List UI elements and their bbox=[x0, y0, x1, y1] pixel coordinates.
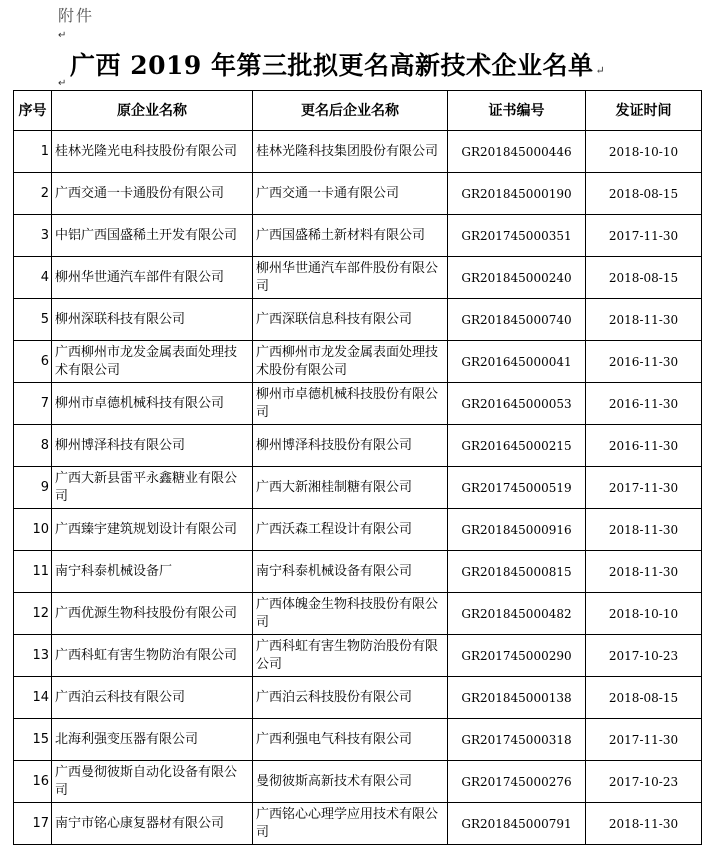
cell-cert-no: GR201845000240 bbox=[448, 257, 586, 299]
cell-issue-date: 2018-11-30 bbox=[586, 509, 702, 551]
cell-new-name: 桂林光隆科技集团股份有限公司 bbox=[253, 131, 448, 173]
cell-old-name: 广西交通一卡通股份有限公司 bbox=[52, 173, 253, 215]
cell-no: 4 bbox=[14, 257, 52, 299]
cell-no: 17 bbox=[14, 803, 52, 845]
cell-cert-no: GR201745000290 bbox=[448, 635, 586, 677]
cell-new-name: 广西交通一卡通有限公司 bbox=[253, 173, 448, 215]
cell-issue-date: 2016-11-30 bbox=[586, 425, 702, 467]
cell-no: 3 bbox=[14, 215, 52, 257]
table-row bbox=[14, 635, 702, 677]
table-row bbox=[14, 215, 702, 257]
table-row bbox=[14, 131, 702, 173]
attachment-label: 附件 bbox=[58, 6, 95, 25]
cell-no: 9 bbox=[14, 467, 52, 509]
cell-no: 13 bbox=[14, 635, 52, 677]
cell-cert-no: GR201845000138 bbox=[448, 677, 586, 719]
cell-cert-no: GR201745000276 bbox=[448, 761, 586, 803]
cell-old-name: 北海利强变压器有限公司 bbox=[52, 719, 253, 761]
column-header-issue-date: 发证时间 bbox=[586, 91, 702, 131]
cell-cert-no: GR201845000482 bbox=[448, 593, 586, 635]
table-row bbox=[14, 761, 702, 803]
cell-no: 15 bbox=[14, 719, 52, 761]
cell-old-name: 柳州市卓德机械科技有限公司 bbox=[52, 383, 253, 425]
cell-issue-date: 2017-10-23 bbox=[586, 761, 702, 803]
cell-cert-no: GR201845000791 bbox=[448, 803, 586, 845]
cell-issue-date: 2017-11-30 bbox=[586, 719, 702, 761]
cell-cert-no: GR201845000190 bbox=[448, 173, 586, 215]
cell-no: 14 bbox=[14, 677, 52, 719]
cell-issue-date: 2018-08-15 bbox=[586, 173, 702, 215]
cell-old-name: 广西科虹有害生物防治有限公司 bbox=[52, 635, 253, 677]
table-row bbox=[14, 425, 702, 467]
cell-new-name: 曼彻彼斯高新技术有限公司 bbox=[253, 761, 448, 803]
cell-old-name: 广西泊云科技有限公司 bbox=[52, 677, 253, 719]
table-row bbox=[14, 467, 702, 509]
cell-no: 8 bbox=[14, 425, 52, 467]
cell-new-name: 广西泊云科技股份有限公司 bbox=[253, 677, 448, 719]
cell-no: 7 bbox=[14, 383, 52, 425]
cell-old-name: 广西柳州市龙发金属表面处理技术有限公司 bbox=[52, 341, 253, 383]
page-title bbox=[70, 46, 605, 82]
table-row bbox=[14, 173, 702, 215]
column-header-cert-no: 证书编号 bbox=[448, 91, 586, 131]
cell-issue-date: 2016-11-30 bbox=[586, 341, 702, 383]
cell-issue-date: 2017-11-30 bbox=[586, 215, 702, 257]
cell-no: 6 bbox=[14, 341, 52, 383]
cell-issue-date: 2018-11-30 bbox=[586, 299, 702, 341]
cell-no: 12 bbox=[14, 593, 52, 635]
cell-cert-no: GR201845000815 bbox=[448, 551, 586, 593]
cell-no: 1 bbox=[14, 131, 52, 173]
column-header-old-name: 原企业名称 bbox=[52, 91, 253, 131]
cell-new-name: 广西沃森工程设计有限公司 bbox=[253, 509, 448, 551]
table-row bbox=[14, 383, 702, 425]
cell-new-name: 广西国盛稀土新材料有限公司 bbox=[253, 215, 448, 257]
column-header-new-name: 更名后企业名称 bbox=[253, 91, 448, 131]
cell-cert-no: GR201745000519 bbox=[448, 467, 586, 509]
cell-new-name: 广西铭心心理学应用技术有限公司 bbox=[253, 803, 448, 845]
cell-new-name: 广西柳州市龙发金属表面处理技术股份有限公司 bbox=[253, 341, 448, 383]
table-body bbox=[14, 131, 702, 845]
cell-new-name: 柳州华世通汽车部件股份有限公司 bbox=[253, 257, 448, 299]
cell-old-name: 南宁科泰机械设备厂 bbox=[52, 551, 253, 593]
cell-cert-no: GR201645000041 bbox=[448, 341, 586, 383]
cell-new-name: 广西利强电气科技有限公司 bbox=[253, 719, 448, 761]
cell-cert-no: GR201845000740 bbox=[448, 299, 586, 341]
cell-new-name: 广西科虹有害生物防治股份有限公司 bbox=[253, 635, 448, 677]
cell-no: 2 bbox=[14, 173, 52, 215]
cell-no: 11 bbox=[14, 551, 52, 593]
paragraph-mark: ↵ bbox=[58, 78, 67, 89]
table-row bbox=[14, 719, 702, 761]
table-row bbox=[14, 299, 702, 341]
cell-issue-date: 2018-08-15 bbox=[586, 677, 702, 719]
cell-old-name: 柳州深联科技有限公司 bbox=[52, 299, 253, 341]
cell-no: 16 bbox=[14, 761, 52, 803]
table-header-row bbox=[14, 91, 702, 131]
cell-issue-date: 2016-11-30 bbox=[586, 383, 702, 425]
column-header-no: 序号 bbox=[14, 91, 52, 131]
cell-old-name: 柳州华世通汽车部件有限公司 bbox=[52, 257, 253, 299]
company-rename-table bbox=[13, 90, 702, 845]
cell-new-name: 柳州博泽科技股份有限公司 bbox=[253, 425, 448, 467]
cell-cert-no: GR201845000446 bbox=[448, 131, 586, 173]
cell-old-name: 南宁市铭心康复器材有限公司 bbox=[52, 803, 253, 845]
cell-issue-date: 2017-10-23 bbox=[586, 635, 702, 677]
cell-old-name: 广西曼彻彼斯自动化设备有限公司 bbox=[52, 761, 253, 803]
cell-issue-date: 2018-10-10 bbox=[586, 131, 702, 173]
table-row bbox=[14, 551, 702, 593]
cell-new-name: 广西大新湘桂制糖有限公司 bbox=[253, 467, 448, 509]
cell-new-name: 南宁科泰机械设备有限公司 bbox=[253, 551, 448, 593]
cell-old-name: 广西优源生物科技股份有限公司 bbox=[52, 593, 253, 635]
cell-cert-no: GR201745000351 bbox=[448, 215, 586, 257]
cell-cert-no: GR201645000215 bbox=[448, 425, 586, 467]
cell-old-name: 广西大新县雷平永鑫糖业有限公司 bbox=[52, 467, 253, 509]
table-row bbox=[14, 677, 702, 719]
cell-issue-date: 2018-11-30 bbox=[586, 803, 702, 845]
table-row bbox=[14, 593, 702, 635]
cell-new-name: 广西体魄金生物科技股份有限公司 bbox=[253, 593, 448, 635]
cell-no: 5 bbox=[14, 299, 52, 341]
cell-issue-date: 2018-08-15 bbox=[586, 257, 702, 299]
cell-cert-no: GR201745000318 bbox=[448, 719, 586, 761]
cell-old-name: 广西臻宇建筑规划设计有限公司 bbox=[52, 509, 253, 551]
cell-issue-date: 2017-11-30 bbox=[586, 467, 702, 509]
cell-issue-date: 2018-11-30 bbox=[586, 551, 702, 593]
cell-new-name: 广西深联信息科技有限公司 bbox=[253, 299, 448, 341]
cell-issue-date: 2018-10-10 bbox=[586, 593, 702, 635]
cell-no: 10 bbox=[14, 509, 52, 551]
cell-new-name: 柳州市卓德机械科技股份有限公司 bbox=[253, 383, 448, 425]
paragraph-mark: ↵ bbox=[595, 64, 606, 77]
cell-old-name: 中铝广西国盛稀土开发有限公司 bbox=[52, 215, 253, 257]
table-row bbox=[14, 803, 702, 845]
title-text: 广西 2019 年第三批拟更名高新技术企业名单 bbox=[70, 51, 594, 80]
table-row bbox=[14, 509, 702, 551]
cell-old-name: 桂林光隆光电科技股份有限公司 bbox=[52, 131, 253, 173]
table-row bbox=[14, 341, 702, 383]
cell-old-name: 柳州博泽科技有限公司 bbox=[52, 425, 253, 467]
table-row bbox=[14, 257, 702, 299]
cell-cert-no: GR201645000053 bbox=[448, 383, 586, 425]
paragraph-mark: ↵ bbox=[58, 30, 67, 41]
cell-cert-no: GR201845000916 bbox=[448, 509, 586, 551]
